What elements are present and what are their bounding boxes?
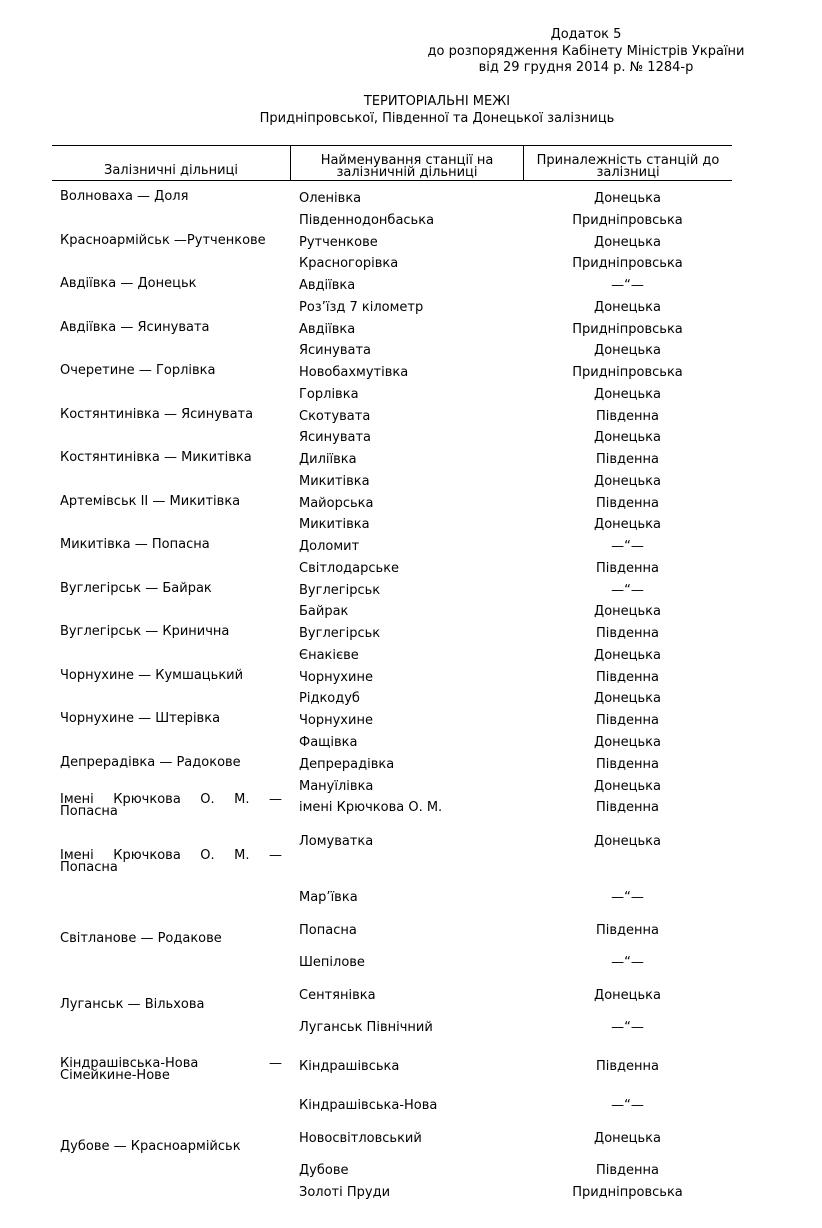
station-name: Горлівка [299,387,359,402]
column-header-railway: Приналежність станцій до залізниці [523,146,732,180]
station-name: Доломит [299,539,360,554]
boundaries-table [52,145,732,1200]
station-name: Єнакієве [299,648,359,663]
railway-affiliation: Донецька [594,517,661,532]
station-name: Красногорівка [299,256,399,271]
document-title [230,94,644,127]
railway-affiliation: —“— [611,583,644,598]
section-name: Чорнухине — Штерівка [60,711,221,726]
station-name: Вуглегірськ [299,583,381,598]
railway-affiliation: Південна [595,757,659,772]
station-name: Кіндрашівська-Нова [299,1098,438,1113]
railway-affiliation: Південна [595,670,659,685]
railway-affiliation: Донецька [594,691,661,706]
station-name: Кіндрашівська [299,1059,400,1074]
station-name: Мануїлівка [299,779,374,794]
station-name: Байрак [299,604,349,619]
title-main: ТЕРИТОРІАЛЬНІ МЕЖІ [363,94,511,109]
railway-affiliation: Південна [595,561,659,576]
railway-affiliation: Донецька [594,648,661,663]
station-name: Авдіївка [299,278,356,293]
station-name: Оленівка [299,191,362,206]
station-name: Сентянівка [299,988,376,1003]
railway-affiliation: —“— [611,1098,644,1113]
station-name: Скотувата [299,409,371,424]
station-name: Депрерадівка [299,757,395,772]
railway-affiliation: Південна [595,1163,659,1178]
station-name: Ясинувата [299,343,371,358]
railway-affiliation: Донецька [594,235,661,250]
station-name: Дубове [299,1163,349,1178]
section-name: Очеретине — Горлівка [60,363,216,378]
railway-affiliation: Донецька [594,474,661,489]
annex-header [400,27,772,77]
title-sub: Придніпровської, Південної та Донецької залізниць [259,110,615,126]
section-name: Дубове — Красноармійськ [60,1139,241,1154]
railway-affiliation: Придніпровська [572,365,683,380]
railway-affiliation: —“— [611,955,644,970]
railway-affiliation: Південна [595,452,659,467]
section-name: Кіндрашівська-Нова — Сімейкине-Нове [60,1056,282,1083]
railway-affiliation: Донецька [594,300,661,315]
station-name: імені Крючкова О. М. [299,800,443,815]
railway-affiliation: Південна [595,800,659,815]
railway-affiliation: Донецька [594,604,661,619]
section-name: Костянтинівка — Микитівка [60,450,252,465]
column-header-sections: Залізничні дільниці [104,163,238,178]
order-reference: до розпорядження Кабінету Міністрів України [427,43,745,59]
railway-affiliation: Донецька [594,343,661,358]
railway-affiliation: —“— [611,278,644,293]
railway-affiliation: Придніпровська [572,322,683,337]
station-name: Ломуватка [299,834,374,849]
station-name: Новосвітловський [299,1131,422,1146]
order-date: від 29 грудня 2014 р. № 1284-р [478,60,694,75]
station-name: Вуглегірськ [299,626,381,641]
station-name: Диліївка [299,452,357,467]
railway-affiliation: Донецька [594,779,661,794]
section-name: Вуглегірськ — Кринична [60,624,230,639]
station-name: Микитівка [299,517,370,532]
railway-affiliation: Донецька [594,387,661,402]
station-name: Світлодарське [299,561,400,576]
section-name: Артемівськ II — Микитівка [60,494,241,509]
railway-affiliation: Донецька [594,834,661,849]
station-name: Майорська [299,496,374,511]
railway-affiliation: —“— [611,539,644,554]
section-name: Чорнухине — Кумшацький [60,668,244,683]
station-name: Золоті Пруди [299,1185,391,1200]
station-name: Роз’їзд 7 кілометр [299,300,424,315]
station-name: Авдіївка [299,322,356,337]
station-name: Луганськ Північний [299,1020,433,1035]
section-name: Вуглегірськ — Байрак [60,581,212,596]
station-name: Південнодонбаська [299,213,435,228]
section-name: Волноваха — Доля [60,189,189,204]
railway-affiliation: Донецька [594,1131,661,1146]
section-name: Імені Крючкова О. М. — Попасна [60,848,282,875]
annex-number: Додаток 5 [550,27,622,42]
railway-affiliation: —“— [611,1020,644,1035]
station-name: Рутченкове [299,235,378,250]
railway-affiliation: Південна [595,713,659,728]
section-name: Авдіївка — Донецьк [60,276,197,291]
station-name: Шепілове [299,955,365,970]
station-name: Рідкодуб [299,691,360,706]
station-name: Ясинувата [299,430,371,445]
station-name: Чорнухине [299,713,373,728]
railway-affiliation: —“— [611,890,644,905]
section-name: Імені Крючкова О. М. — Попасна [60,792,282,819]
table-header [52,145,732,181]
railway-affiliation: Південна [595,409,659,424]
station-name: Новобахмутівка [299,365,409,380]
railway-affiliation: Донецька [594,735,661,750]
section-name: Костянтинівка — Ясинувата [60,407,254,422]
section-name: Авдіївка — Ясинувата [60,320,210,335]
section-name: Депрерадівка — Радокове [60,755,241,770]
column-header-stations: Найменування станції на залізничній дільниці [290,146,523,180]
railway-affiliation: Південна [595,496,659,511]
station-name: Чорнухине [299,670,373,685]
railway-affiliation: Південна [595,1059,659,1074]
station-name: Фащівка [299,735,358,750]
railway-affiliation: Донецька [594,191,661,206]
section-name: Красноармійськ —Рутченкове [60,233,266,248]
station-name: Мар’ївка [299,890,358,905]
railway-affiliation: Придніпровська [572,1185,683,1200]
railway-affiliation: Придніпровська [572,213,683,228]
section-name: Луганськ — Вільхова [60,997,205,1012]
railway-affiliation: Донецька [594,988,661,1003]
railway-affiliation: Південна [595,923,659,938]
railway-affiliation: Південна [595,626,659,641]
railway-affiliation: Донецька [594,430,661,445]
station-name: Попасна [299,923,357,938]
station-name: Микитівка [299,474,370,489]
section-name: Микитівка — Попасна [60,537,210,552]
section-name: Світланове — Родакове [60,931,222,946]
railway-affiliation: Придніпровська [572,256,683,271]
